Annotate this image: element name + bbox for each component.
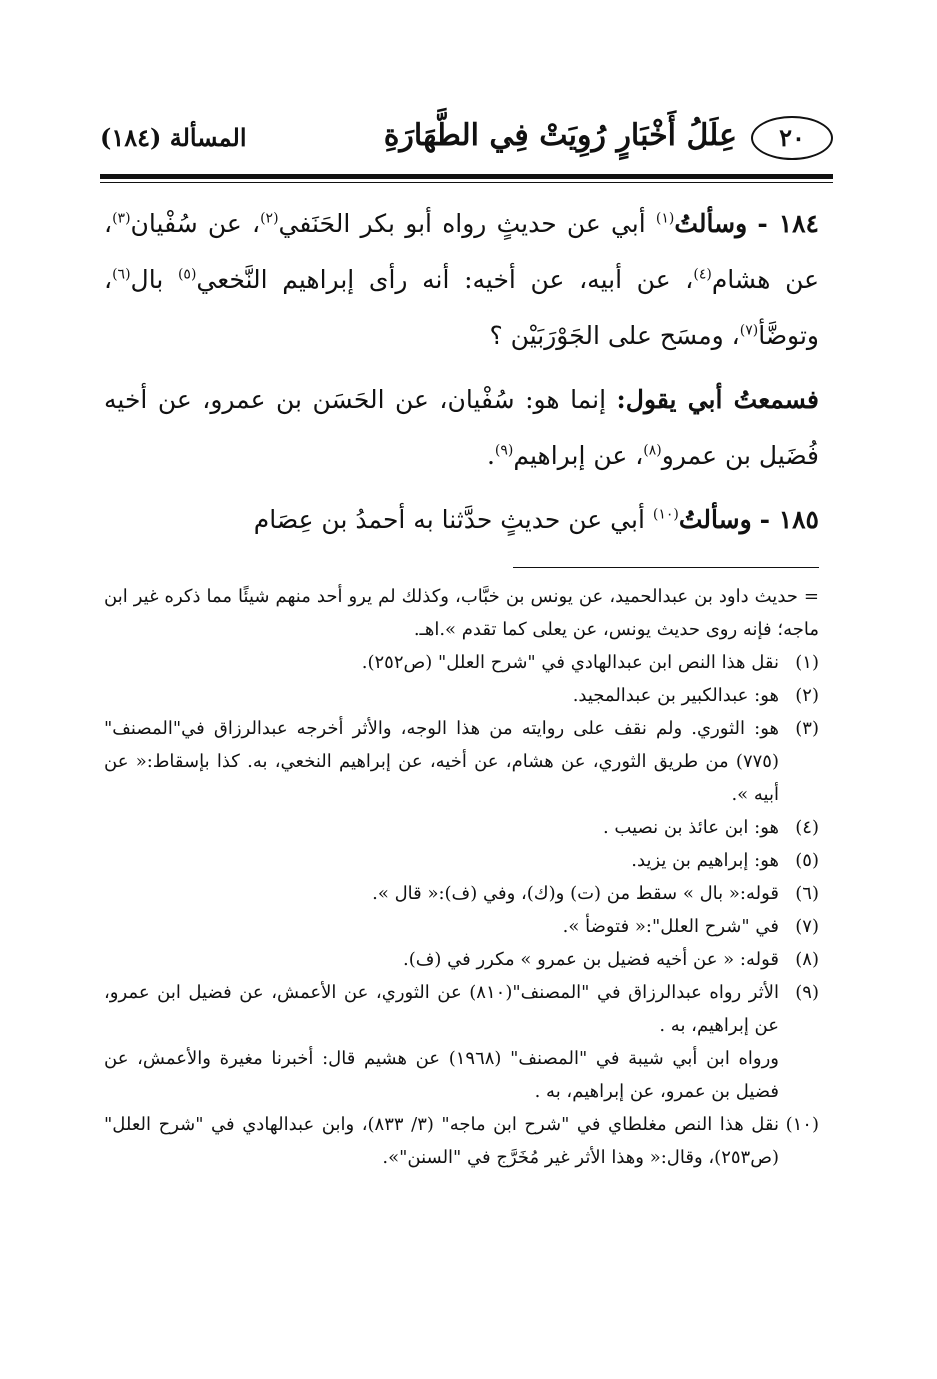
footnote-text: هو: عبدالكبير بن عبدالمجيد. xyxy=(572,685,779,706)
footnote-item xyxy=(104,943,819,976)
footnotes xyxy=(104,580,819,1174)
footnote-text: قوله: « عن أخيه فضيل بن عمرو » مكرر في (ف). xyxy=(403,949,779,970)
running-header xyxy=(100,112,833,168)
issue-label: المسألة (١٨٤) xyxy=(100,123,247,152)
footnote-number: (٦) xyxy=(795,883,819,904)
header-rule-thin xyxy=(100,182,833,183)
question-text: أبي عن حديثٍ رواه أبو بكر الحَنَفي xyxy=(278,209,656,238)
footnote-continuation: = حديث داود بن عبدالحميد، عن يونس بن خبَّاب، وكذلك لم يرو أحد منهم شيئًا مما ذكره غير ابن ماجه؛ فإنه روى حديث يونس، عن يعلى كما تقدم ».اهـ. xyxy=(104,586,820,640)
footnote-number: (٤) xyxy=(795,817,819,838)
footnote-separator xyxy=(513,567,819,568)
footnote-number: (٥) xyxy=(795,850,819,871)
footnote-item xyxy=(104,679,819,712)
question-text: ، عن سُفْيان xyxy=(130,209,261,238)
footnote-ref[interactable]: (٥) xyxy=(177,266,197,283)
footnote-ref[interactable]: (١) xyxy=(655,210,675,227)
footnote-text: ورواه ابن أبي شيبة في "المصنف" (١٩٦٨) عن هشيم قال: أخبرنا مغيرة والأعمش، عن فضيل بن عمرو، عن إبراهيم، به . xyxy=(104,1048,779,1102)
footnote-text: قوله:« بال » سقط من (ت) و(ك)، وفي (ف):« قال ». xyxy=(372,883,779,904)
footnote-number: (٩) xyxy=(795,982,819,1003)
footnote-body xyxy=(104,976,779,1108)
question-text: ، عن أبيه، عن أخيه: أنه رأى إبراهيم النَّخعي xyxy=(196,265,694,294)
footnote-ref[interactable]: (٩) xyxy=(494,442,514,459)
header-rule xyxy=(100,174,833,179)
footnote-ref[interactable]: (٧) xyxy=(739,322,759,339)
footnote-number: (٧) xyxy=(795,916,819,937)
footnote-number: (١٠) xyxy=(785,1114,819,1135)
footnote-text: الأثر رواه عبدالرزاق في "المصنف"(٨١٠) عن الثوري، عن الأعمش، عن فضيل ابن عمرو، عن إبراهيم، به . xyxy=(104,982,779,1036)
footnote-item xyxy=(104,910,819,943)
footnote-text: نقل هذا النص مغلطاي في "شرح ابن ماجه" (٣/ ٨٣٣)، وابن عبدالهادي في "شرح العلل" (ص٢٥٣)، وقال:« وهذا الأثر غير مُخَرَّج في "السنن"». xyxy=(104,1114,779,1168)
question-lead: وسألتُ xyxy=(674,209,748,238)
footnote-ref[interactable]: (١٠) xyxy=(652,506,679,523)
answer-lead: فسمعتُ أبي يقول: xyxy=(616,385,819,414)
question-text: ، وتوضَّأ xyxy=(104,265,819,350)
footnote-text: هو: ابن عائذ بن نصيب . xyxy=(602,817,779,838)
footnote-ref[interactable]: (٦) xyxy=(112,266,131,283)
footnote-ref[interactable]: (٤) xyxy=(693,266,712,283)
issue-number: ١٨٥ - xyxy=(759,505,819,534)
book-title: عِلَلُ أَخْبَارٍ رُوِيَتْ فِي الطَّهَارَةِ xyxy=(383,118,737,153)
question-lead: وسألتُ xyxy=(678,505,752,534)
footnote-item xyxy=(104,811,819,844)
answer-184 xyxy=(104,372,819,484)
footnote-number: (٣) xyxy=(795,718,819,739)
footnote-number: (٨) xyxy=(795,949,819,970)
footnote-item xyxy=(104,844,819,877)
question-text: أبي عن حديثٍ حدَّثنا به أحمدُ بن عِصَام xyxy=(253,505,653,534)
issue-number: ١٨٤ - xyxy=(757,209,819,238)
footnote-item xyxy=(104,646,819,679)
answer-text: . xyxy=(486,441,495,470)
page-number: ٢٠ xyxy=(751,116,833,160)
footnote-ref[interactable]: (٢) xyxy=(260,210,279,227)
answer-text: ، عن إبراهيم xyxy=(513,441,644,470)
footnote-text: في "شرح العلل":« فتوضأ ». xyxy=(562,916,779,937)
question-184 xyxy=(104,196,819,364)
footnote-ref[interactable]: (٨) xyxy=(643,442,662,459)
footnote-item xyxy=(104,712,819,811)
footnote-text: هو: إبراهيم بن يزيد. xyxy=(631,850,779,871)
footnote-item xyxy=(104,976,819,1108)
main-text xyxy=(104,196,819,556)
footnote-number: (١) xyxy=(795,652,819,673)
footnote-ref[interactable]: (٣) xyxy=(112,210,131,227)
question-185 xyxy=(104,492,819,548)
footnote-number: (٢) xyxy=(795,685,819,706)
footnote-item xyxy=(104,877,819,910)
footnote-text: هو: الثوري. ولم نقف على روايته من هذا الوجه، والأثر أخرجه عبدالرزاق في"المصنف"(٧٧٥) من طريق الثوري، عن هشام، عن أخيه، عن إبراهيم النخعي، به. كذا بإسقاط:« عن أبيه ». xyxy=(104,718,779,805)
question-text: بال xyxy=(130,265,178,294)
question-text: ، ومسَح على الجَوْرَبَيْن ؟ xyxy=(489,321,740,350)
answer-text: إنما هو: سُفْيان، عن الحَسَن بن عمرو، عن أخيه فُضَيل بن عمرو xyxy=(104,385,819,470)
question-text: ، عن هشام xyxy=(104,209,820,294)
footnote-item xyxy=(104,1108,819,1174)
footnote-text: نقل هذا النص ابن عبدالهادي في "شرح العلل" (ص٢٥٢). xyxy=(361,652,779,673)
